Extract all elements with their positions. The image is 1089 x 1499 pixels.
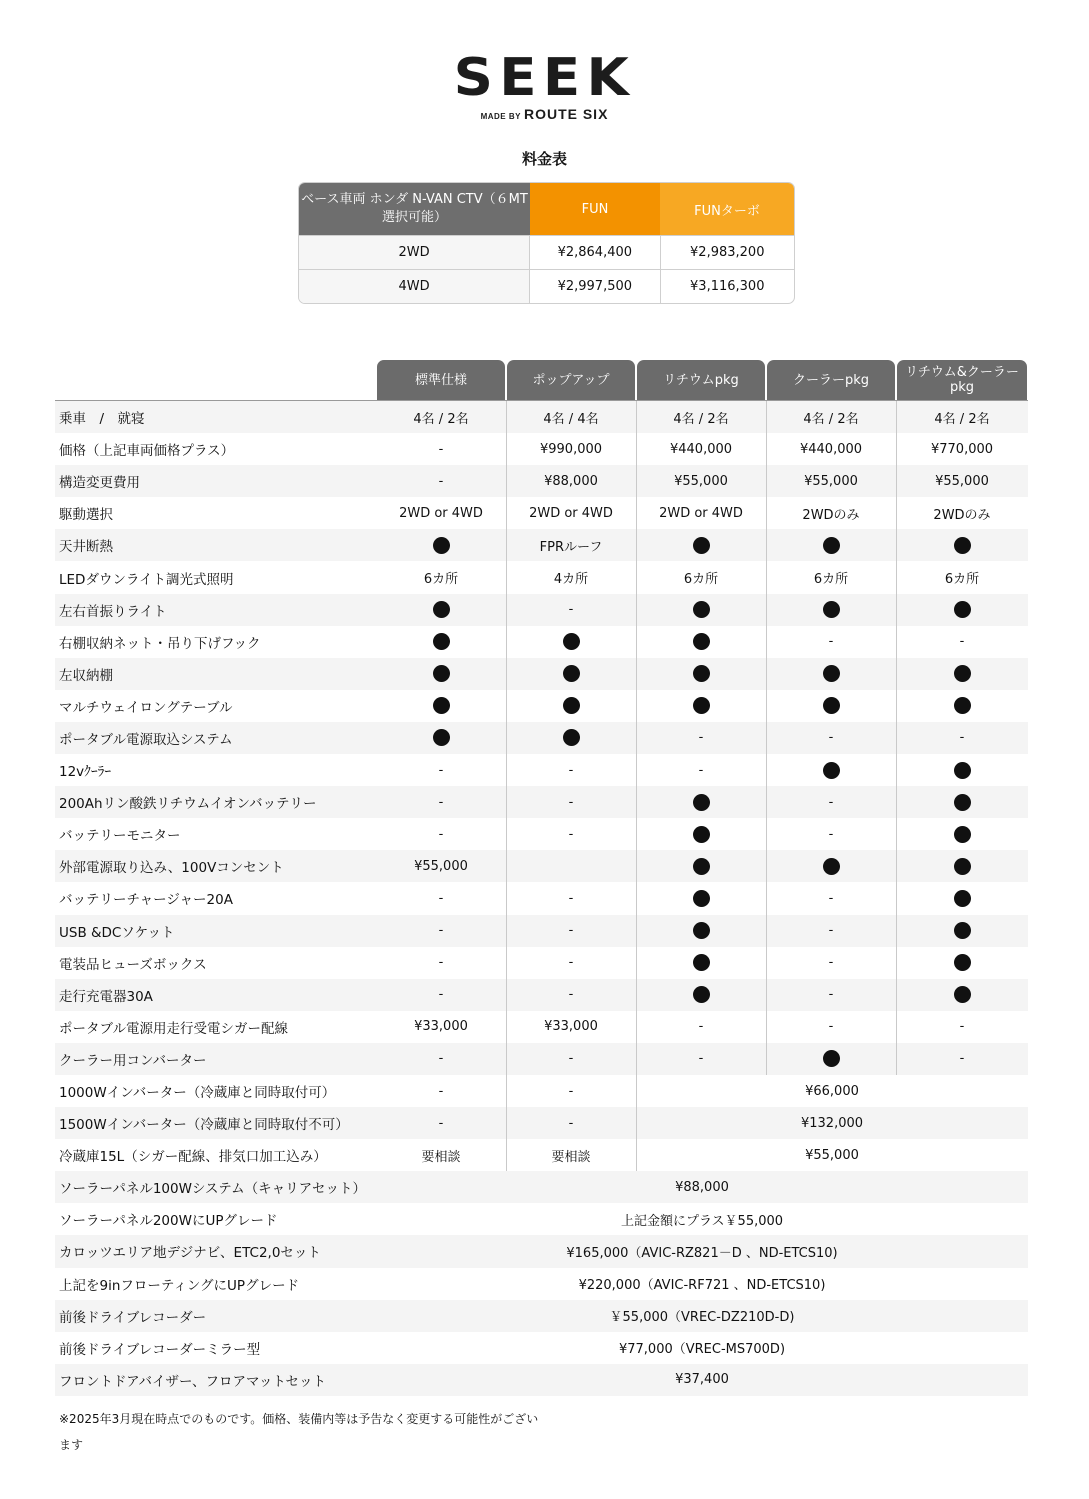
included-dot-icon: [693, 954, 710, 971]
spec-cell: ￥55,000（VREC-DZ210D-D): [609, 1310, 795, 1326]
spec-cell: ¥88,000: [675, 1179, 729, 1195]
spec-row: [55, 979, 1028, 1011]
spec-row: [55, 529, 1028, 561]
spec-row-label: 1500Wインバーター（冷蔵庫と同時取付不可）: [59, 1117, 349, 1134]
spec-cell-included: [637, 786, 765, 818]
spec-cell: 2WDのみ: [802, 507, 860, 523]
spec-cell-included: [767, 658, 895, 690]
spec-row-label: クーラー用コンバーター: [59, 1052, 207, 1069]
spec-row-label: 右棚収納ネット・吊り下げフック: [59, 635, 261, 652]
included-dot-icon: [954, 826, 971, 843]
spec-cell-included: [897, 850, 1027, 882]
spec-cell: 4名 / 2名: [803, 411, 859, 427]
spec-cell-included: [767, 594, 895, 626]
spec-row-label: カロッツエリア地デジナビ、ETC2,0セット: [59, 1245, 321, 1262]
spec-cell: -: [568, 826, 574, 842]
spec-row-label: ポータブル電源取込システム: [59, 731, 233, 748]
spec-row: [55, 818, 1028, 850]
spec-row-label: 左右首振りライト: [59, 603, 167, 620]
spec-column-header: リチウムpkg: [637, 360, 765, 400]
spec-cell-included: [637, 915, 765, 947]
spec-cell: ¥220,000（AVIC-RF721 、ND-ETCS10): [578, 1278, 826, 1294]
spec-cell: -: [828, 987, 834, 1003]
spec-cell: ¥55,000: [935, 473, 989, 489]
spec-row-label: 前後ドライブレコーダー: [59, 1309, 207, 1326]
included-dot-icon: [433, 601, 450, 618]
included-dot-icon: [693, 858, 710, 875]
included-dot-icon: [954, 890, 971, 907]
spec-row: [55, 594, 1028, 626]
price-title: 料金表: [521, 150, 567, 168]
included-dot-icon: [954, 794, 971, 811]
spec-row-label: 1000Wインバーター（冷蔵庫と同時取付可）: [59, 1085, 336, 1102]
logo-brand: ROUTE SIX: [523, 106, 609, 122]
included-dot-icon: [693, 826, 710, 843]
spec-cell: -: [568, 602, 574, 618]
spec-row: [55, 722, 1028, 754]
included-dot-icon: [823, 601, 840, 618]
spec-cell-included: [767, 690, 895, 722]
logo-made-by: MADE BY: [480, 112, 521, 121]
spec-row: [55, 497, 1028, 529]
spec-row: [55, 1171, 1028, 1203]
spec-cell-included: [897, 979, 1027, 1011]
spec-cell: ¥37,400: [675, 1372, 729, 1388]
spec-cell-included: [377, 658, 505, 690]
included-dot-icon: [954, 697, 971, 714]
column-divider: [766, 401, 767, 1075]
included-dot-icon: [693, 794, 710, 811]
included-dot-icon: [693, 890, 710, 907]
spec-cell: ¥440,000: [799, 441, 863, 457]
spec-row: [55, 658, 1028, 690]
logo-mark: SEEK: [453, 48, 636, 108]
spec-cell: -: [438, 762, 444, 778]
included-dot-icon: [954, 537, 971, 554]
spec-cell: -: [698, 1051, 704, 1067]
included-dot-icon: [693, 986, 710, 1003]
spec-cell: 4カ所: [553, 572, 589, 588]
included-dot-icon: [823, 858, 840, 875]
spec-cell: -: [438, 890, 444, 906]
spec-cell: 要相談: [421, 1149, 461, 1165]
spec-row: [55, 561, 1028, 593]
spec-row-label: バッテリーチャージャー20A: [59, 892, 233, 909]
spec-cell: -: [568, 987, 574, 1003]
spec-cell-included: [767, 1043, 895, 1075]
included-dot-icon: [693, 537, 710, 554]
spec-cell: -: [698, 730, 704, 746]
spec-cell: ¥132,000: [800, 1115, 864, 1131]
spec-table-header: [55, 360, 1028, 401]
spec-cell: ¥165,000（AVIC-RZ821－D 、ND-ETCS10): [566, 1245, 838, 1261]
column-divider: [896, 401, 897, 1075]
price-cell: ¥2,983,200: [660, 236, 794, 269]
spec-cell: 要相談: [551, 1149, 591, 1165]
spec-cell: ¥33,000: [544, 1019, 598, 1035]
price-row: [299, 235, 794, 269]
spec-cell: -: [959, 1051, 965, 1067]
spec-row: [55, 882, 1028, 914]
spec-row: [55, 754, 1028, 786]
spec-cell: 4名 / 4名: [543, 411, 599, 427]
spec-cell: -: [959, 1019, 965, 1035]
spec-cell: -: [438, 1051, 444, 1067]
included-dot-icon: [563, 633, 580, 650]
spec-row-label: 電装品ヒューズボックス: [59, 956, 207, 973]
spec-cell-included: [637, 882, 765, 914]
spec-cell-included: [897, 658, 1027, 690]
spec-cell-included: [507, 626, 635, 658]
spec-cell: -: [828, 794, 834, 810]
spec-cell-included: [637, 626, 765, 658]
spec-cell: -: [959, 730, 965, 746]
price-row: [299, 269, 794, 303]
included-dot-icon: [433, 537, 450, 554]
brand-logo: [0, 48, 1089, 122]
price-header-fun-turbo: FUNターボ: [660, 183, 794, 235]
spec-row-label: USB &DCソケット: [59, 924, 175, 941]
spec-cell: -: [828, 923, 834, 939]
spec-row: [55, 690, 1028, 722]
spec-cell: -: [568, 955, 574, 971]
spec-cell-included: [767, 754, 895, 786]
spec-cell: FPRルーフ: [539, 539, 603, 555]
spec-cell-included: [377, 529, 505, 561]
spec-row: [55, 626, 1028, 658]
spec-cell: -: [828, 890, 834, 906]
spec-cell: -: [438, 955, 444, 971]
spec-cell: ¥77,000（VREC-MS700D): [618, 1342, 786, 1358]
spec-cell: -: [828, 826, 834, 842]
spec-cell: ¥770,000: [930, 441, 994, 457]
spec-cell: -: [438, 987, 444, 1003]
spec-cell: 6カ所: [423, 572, 459, 588]
spec-cell-included: [897, 529, 1027, 561]
spec-cell-included: [637, 690, 765, 722]
spec-cell: -: [438, 794, 444, 810]
footnote: ※2025年3月現在時点でのものです。価格、装備内等は予告なく変更する可能性がございます: [59, 1412, 539, 1452]
base-price-table: [298, 182, 795, 304]
spec-row: [55, 786, 1028, 818]
spec-row-label: ポータブル電源用走行受電シガー配線: [59, 1020, 288, 1037]
price-cell: ¥3,116,300: [660, 270, 794, 303]
spec-row-label: フロントドアバイザー、フロアマットセット: [59, 1373, 327, 1390]
spec-column-header: リチウム&クーラーpkg: [897, 360, 1027, 400]
spec-row-label: 天井断熱: [59, 539, 113, 556]
spec-cell: -: [828, 634, 834, 650]
spec-cell: 4名 / 2名: [673, 411, 729, 427]
included-dot-icon: [433, 697, 450, 714]
spec-cell-included: [637, 947, 765, 979]
spec-row-label: 左収納棚: [59, 667, 113, 684]
included-dot-icon: [563, 697, 580, 714]
column-divider: [636, 401, 637, 1171]
included-dot-icon: [823, 762, 840, 779]
included-dot-icon: [823, 665, 840, 682]
spec-row: [55, 1139, 1028, 1171]
spec-cell-included: [637, 979, 765, 1011]
spec-cell: -: [438, 441, 444, 457]
spec-row: [55, 1235, 1028, 1267]
spec-row-label: 前後ドライブレコーダーミラー型: [59, 1341, 261, 1358]
spec-cell: -: [959, 634, 965, 650]
spec-cell: 上記金額にプラス￥55,000: [620, 1213, 784, 1229]
spec-row-label: 構造変更費用: [59, 475, 140, 492]
included-dot-icon: [693, 665, 710, 682]
included-dot-icon: [563, 729, 580, 746]
spec-row-label: 走行充電器30A: [59, 988, 153, 1005]
spec-cell: -: [828, 955, 834, 971]
included-dot-icon: [693, 601, 710, 618]
spec-row: [55, 850, 1028, 882]
spec-row: [55, 1107, 1028, 1139]
spec-cell: ¥55,000: [674, 473, 728, 489]
spec-cell: 4名 / 2名: [934, 411, 990, 427]
included-dot-icon: [954, 858, 971, 875]
included-dot-icon: [954, 665, 971, 682]
spec-row: [55, 401, 1028, 433]
price-cell: ¥2,997,500: [529, 270, 659, 303]
spec-cell: -: [568, 1083, 574, 1099]
spec-cell: ¥33,000: [414, 1019, 468, 1035]
spec-table: [55, 360, 1028, 1396]
included-dot-icon: [693, 922, 710, 939]
spec-cell-included: [637, 529, 765, 561]
spec-cell: ¥55,000: [805, 1147, 859, 1163]
spec-cell: 6カ所: [683, 572, 719, 588]
spec-cell: 6カ所: [813, 572, 849, 588]
included-dot-icon: [954, 601, 971, 618]
spec-cell: -: [438, 923, 444, 939]
spec-row-label: 冷蔵庫15L（シガー配線、排気口加工込み）: [59, 1149, 327, 1166]
spec-cell: 4名 / 2名: [413, 411, 469, 427]
included-dot-icon: [954, 986, 971, 1003]
spec-cell: -: [828, 1019, 834, 1035]
spec-cell: -: [568, 1115, 574, 1131]
spec-cell-included: [637, 594, 765, 626]
spec-cell-included: [767, 529, 895, 561]
spec-row: [55, 465, 1028, 497]
spec-row-label: バッテリーモニター: [59, 828, 181, 845]
spec-cell-included: [637, 850, 765, 882]
spec-row-label: マルチウェイロングテーブル: [59, 699, 233, 716]
spec-row-label: 上記を9inフローティングにUPグレード: [59, 1277, 300, 1294]
included-dot-icon: [433, 665, 450, 682]
included-dot-icon: [433, 729, 450, 746]
spec-row-label: ソーラーパネル100Wシステム（キャリアセット）: [59, 1181, 366, 1198]
included-dot-icon: [693, 633, 710, 650]
spec-row-label: 12vｸｰﾗｰ: [59, 764, 112, 781]
spec-cell: -: [568, 1051, 574, 1067]
spec-cell: -: [438, 473, 444, 489]
spec-cell-included: [897, 947, 1027, 979]
spec-cell: ¥88,000: [544, 473, 598, 489]
spec-column-header: ポップアップ: [507, 360, 635, 400]
spec-row: [55, 1011, 1028, 1043]
spec-column-header: 標準仕様: [377, 360, 505, 400]
spec-row-label: ソーラーパネル200WにUPグレード: [59, 1213, 278, 1230]
spec-cell-included: [897, 754, 1027, 786]
spec-row: [55, 433, 1028, 465]
spec-cell-included: [377, 722, 505, 754]
spec-row: [55, 1332, 1028, 1364]
spec-row: [55, 1075, 1028, 1107]
spec-cell-included: [377, 690, 505, 722]
spec-cell: ¥990,000: [539, 441, 603, 457]
spec-cell-included: [377, 626, 505, 658]
spec-row-label: 外部電源取り込み、100Vコンセント: [59, 860, 284, 877]
included-dot-icon: [693, 697, 710, 714]
spec-cell: -: [438, 1083, 444, 1099]
spec-cell: -: [698, 762, 704, 778]
spec-cell: ¥66,000: [805, 1083, 859, 1099]
spec-cell: -: [698, 1019, 704, 1035]
included-dot-icon: [433, 633, 450, 650]
price-header-base: ベース車両 ホンダ N-VAN CTV（６MT選択可能）: [299, 183, 530, 235]
spec-cell: -: [568, 890, 574, 906]
spec-cell-included: [897, 690, 1027, 722]
included-dot-icon: [954, 762, 971, 779]
spec-row-label: LEDダウンライト調光式照明: [59, 571, 234, 588]
spec-cell-included: [507, 658, 635, 690]
spec-row: [55, 1203, 1028, 1235]
included-dot-icon: [823, 1050, 840, 1067]
spec-cell: -: [438, 826, 444, 842]
spec-cell: ¥55,000: [414, 858, 468, 874]
spec-cell: -: [568, 762, 574, 778]
column-divider: [506, 401, 507, 1171]
spec-row: [55, 915, 1028, 947]
spec-row-label: 200Ahリン酸鉄リチウムイオンバッテリー: [59, 796, 317, 813]
price-cell: 4WD: [299, 270, 529, 303]
spec-cell: 2WD or 4WD: [659, 505, 743, 521]
price-table-header: [299, 183, 794, 235]
spec-cell-included: [897, 818, 1027, 850]
spec-cell-included: [377, 594, 505, 626]
spec-column-header: クーラーpkg: [767, 360, 895, 400]
spec-cell-included: [897, 882, 1027, 914]
spec-cell-included: [507, 690, 635, 722]
spec-cell-included: [897, 915, 1027, 947]
spec-row-label: 乗車 / 就寝: [59, 411, 145, 428]
included-dot-icon: [954, 922, 971, 939]
spec-cell-included: [637, 818, 765, 850]
logo-subtitle: [0, 106, 1089, 122]
spec-row: [55, 1043, 1028, 1075]
spec-cell: 2WD or 4WD: [529, 505, 613, 521]
spec-cell: 6カ所: [944, 572, 980, 588]
spec-cell-included: [767, 850, 895, 882]
spec-row-label: 価格（上記車両価格プラス）: [59, 443, 235, 460]
spec-cell: 2WDのみ: [933, 507, 991, 523]
spec-row: [55, 1364, 1028, 1396]
price-cell: 2WD: [299, 236, 529, 269]
price-header-fun: FUN: [530, 183, 660, 235]
spec-row-label: 駆動選択: [59, 507, 113, 524]
spec-cell-included: [897, 786, 1027, 818]
included-dot-icon: [563, 665, 580, 682]
spec-cell: 2WD or 4WD: [399, 505, 483, 521]
spec-cell-included: [897, 594, 1027, 626]
spec-cell-included: [637, 658, 765, 690]
spec-cell: -: [568, 794, 574, 810]
included-dot-icon: [954, 954, 971, 971]
spec-table-body: [55, 401, 1028, 1396]
spec-row: [55, 947, 1028, 979]
included-dot-icon: [823, 537, 840, 554]
spec-cell: ¥440,000: [669, 441, 733, 457]
included-dot-icon: [823, 697, 840, 714]
spec-cell: [507, 850, 635, 882]
price-cell: ¥2,864,400: [529, 236, 659, 269]
spec-row: [55, 1268, 1028, 1300]
spec-cell: -: [828, 730, 834, 746]
spec-cell: -: [438, 1115, 444, 1131]
spec-row: [55, 1300, 1028, 1332]
spec-cell: ¥55,000: [804, 473, 858, 489]
spec-cell-included: [507, 722, 635, 754]
spec-cell: -: [568, 923, 574, 939]
